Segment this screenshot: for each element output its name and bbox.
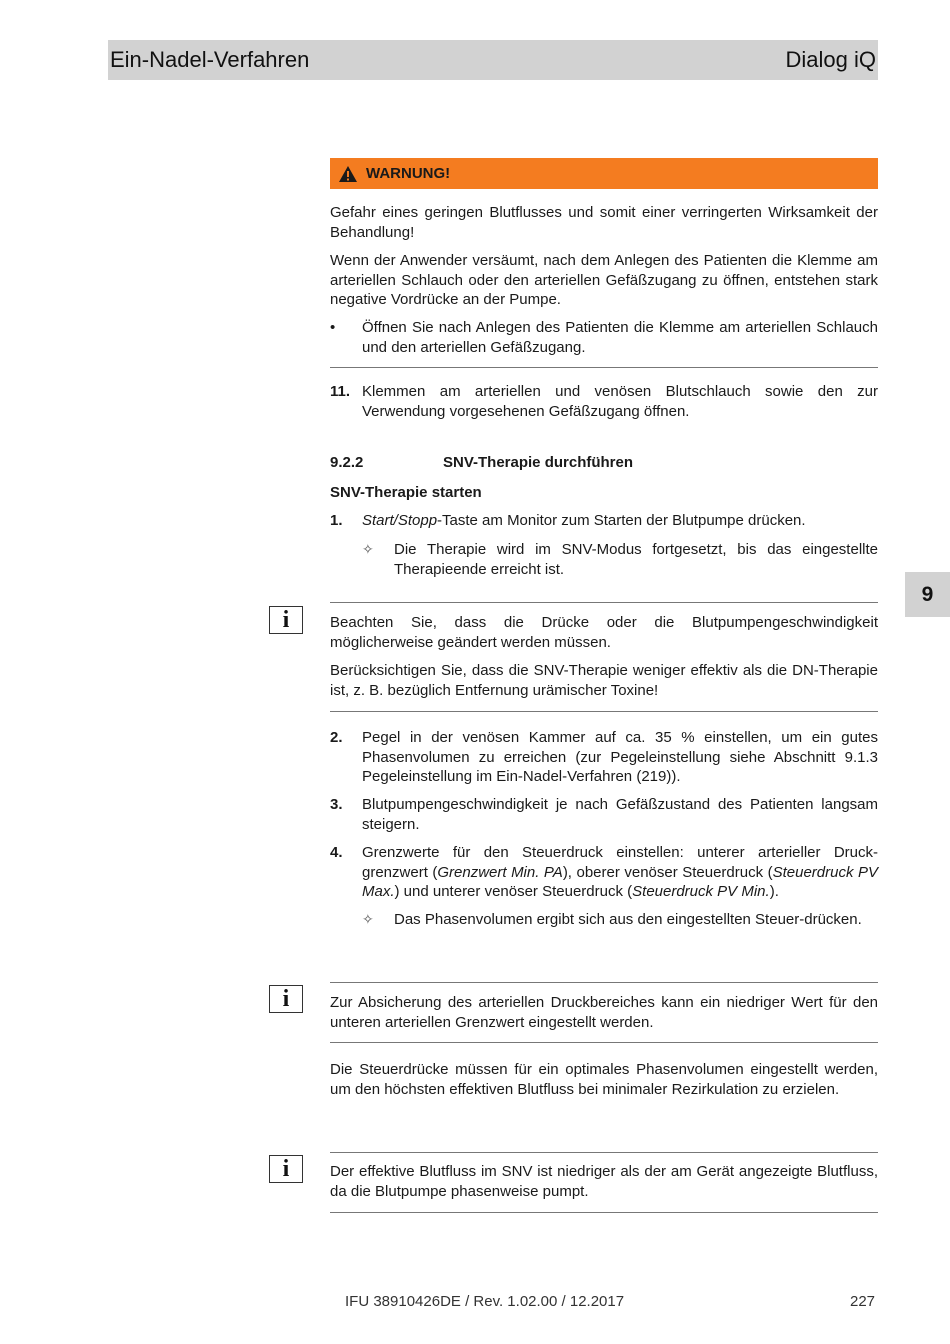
step-text-part: ). [769, 883, 779, 900]
info-icon: i [269, 606, 303, 634]
info-paragraph: Berücksichtigen Sie, dass die SNV-Therapie weniger effektiv als die DN-Therapie ist, z. B. bezüglich Entfernung urämischer Toxine! [330, 662, 878, 699]
step-number: 1. [330, 512, 343, 529]
divider [330, 982, 878, 983]
page-number: 227 [850, 1293, 876, 1310]
divider [330, 602, 878, 603]
subsection-heading [330, 483, 878, 503]
header-device-name: Dialog iQ [785, 47, 876, 72]
step-text-part: Grenzwerte für den Steuerdruck einstellen: unterer arterieller Druck-grenzwert ( [362, 844, 878, 881]
step-number: 4. [330, 844, 343, 861]
step-text-part: ), oberer venöser Steuerdruck ( [562, 863, 773, 881]
info-note-2b [330, 1060, 878, 1099]
divider [330, 1212, 878, 1213]
bullet-mark: • [330, 319, 336, 336]
divider [330, 367, 878, 368]
bullet-text: Öffnen Sie nach Anlegen des Patienten die Klemme am arteriellen Schlauch und den arteriellen Gefäßzugang. [362, 319, 878, 356]
info-note-3 [330, 1162, 878, 1201]
warning-paragraph: Wenn der Anwender versäumt, nach dem Anlegen des Patienten die Klemme am arteriellen Schlauch oder den arteriellen Gefäßzugang zu öffnen, entstehen stark negative Vordrücke an der Pumpe. [330, 252, 878, 308]
step-1-result [362, 540, 878, 579]
step-3 [330, 795, 878, 834]
step-2 [330, 728, 878, 787]
info-icon: i [269, 985, 303, 1013]
warning-banner [330, 158, 878, 189]
chapter-tab: 9 [905, 572, 950, 617]
warning-paragraph: Gefahr eines geringen Blutflusses und somit einer verringerten Wirksamkeit der Behandlung! [330, 204, 878, 241]
section-number: 9.2.2 [330, 454, 364, 471]
step-1 [330, 511, 878, 531]
page-header [108, 40, 878, 80]
warning-text-2 [330, 251, 878, 310]
divider [330, 1152, 878, 1153]
step-text [362, 843, 878, 902]
result-arrow-icon: ✧ [362, 911, 374, 927]
divider [330, 1042, 878, 1043]
warning-label: WARNUNG! [366, 165, 451, 182]
step-text [362, 511, 878, 531]
info-note-2a [330, 993, 878, 1032]
info-paragraph: Zur Absicherung des arteriellen Druckbereiches kann ein niedriger Wert für den unteren arteriellen Grenzwert eingestellt werden. [330, 994, 878, 1031]
result-text: Die Therapie wird im SNV-Modus fortgesetzt, bis das eingestellte Therapieende erreicht ist. [394, 541, 878, 578]
parameter-name: Steuerdruck PV Min. [632, 883, 770, 900]
step-number: 3. [330, 796, 343, 813]
info-paragraph: Beachten Sie, dass die Drücke oder die Blutpumpengeschwindigkeit möglicherweise geändert werden müssen. [330, 614, 878, 651]
divider [330, 711, 878, 712]
info-note-1a [330, 613, 878, 652]
step-number: 2. [330, 729, 343, 746]
step-text: Blutpumpengeschwindigkeit je nach Gefäßzustand des Patienten langsam steigern. [362, 796, 878, 833]
warning-bullet [330, 318, 878, 357]
info-paragraph: Der effektive Blutfluss im SNV ist niedriger als der am Gerät angezeigte Blutfluss, da die Blutpumpe phasenweise pumpt. [330, 1163, 878, 1200]
result-text: Das Phasenvolumen ergibt sich aus den eingestellten Steuer-drücken. [394, 911, 862, 928]
warning-triangle-icon [338, 165, 358, 183]
info-paragraph: Die Steuerdrücke müssen für ein optimales Phasenvolumen eingestellt werden, um den höchsten effektiven Blutfluss bei minimaler Rezirkulation zu erzielen. [330, 1061, 878, 1098]
parameter-name: Grenzwert Min. PA [437, 863, 563, 881]
header-section-title: Ein-Nadel-Verfahren [110, 47, 310, 72]
key-name: Start/Stopp [362, 512, 438, 529]
step-11 [330, 382, 878, 421]
step-text: Pegel in der venösen Kammer auf ca. 35 % einstellen, um ein gutes Phasenvolumen zu erreichen (zur Pegeleinstellung siehe Abschnitt 9.1.3 Pegeleinstellung im Ein-Nadel-Verfahren (219)). [362, 729, 878, 785]
step-text: Klemmen am arteriellen und venösen Blutschlauch sowie den zur Verwendung vorgesehenen Gefäßzugang öffnen. [362, 383, 878, 420]
result-arrow-icon: ✧ [362, 541, 374, 557]
footer-doc-id: IFU 38910426DE / Rev. 1.02.00 / 12.2017 [345, 1293, 625, 1310]
step-4-result [362, 910, 878, 930]
step-number: 11. [330, 383, 351, 400]
section-title: SNV-Therapie durchführen [443, 454, 634, 471]
warning-text-1 [330, 203, 878, 242]
subsection-title: SNV-Therapie starten [330, 484, 482, 501]
step-text-rest: -Taste am Monitor zum Starten der Blutpumpe drücken. [437, 512, 806, 529]
step-text-part: ) und unterer venöser Steuerdruck ( [394, 883, 633, 900]
step-4 [330, 843, 878, 902]
info-icon: i [269, 1155, 303, 1183]
parameter-name: Steuerdruck PV Max. [362, 863, 878, 900]
info-note-1b [330, 661, 878, 700]
